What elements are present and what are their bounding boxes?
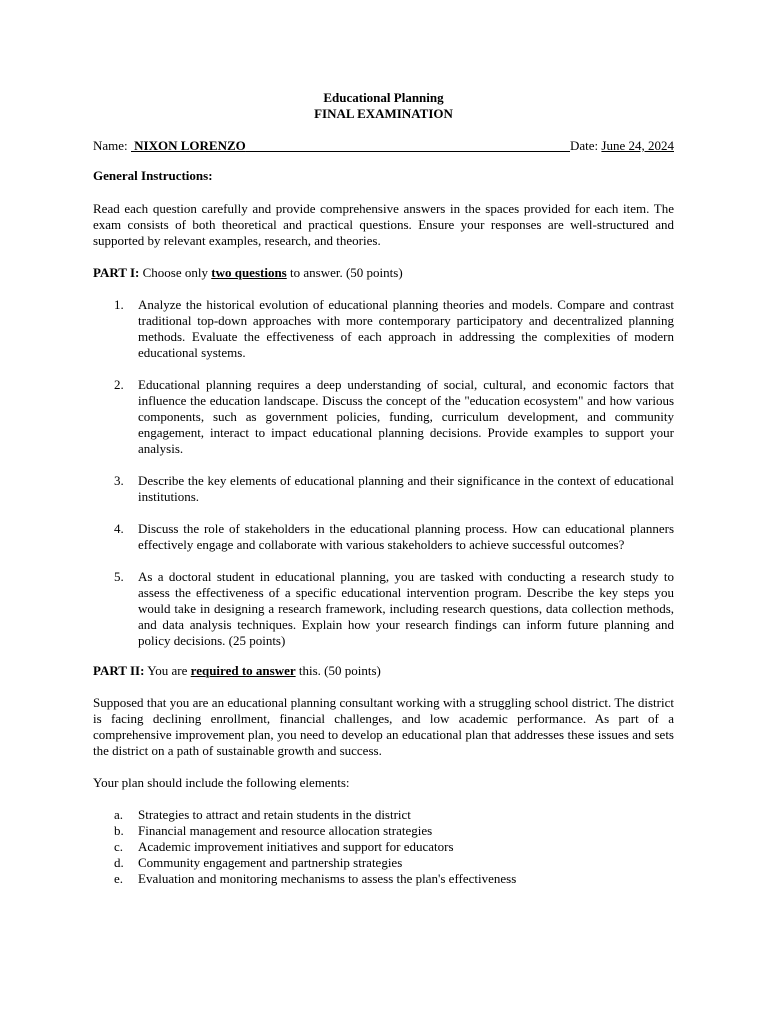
- question-number: 1.: [114, 297, 124, 312]
- question-text: As a doctoral student in educational planning, you are tasked with conducting a research study to assess the effectiveness of a specific educational intervention program. Describe the key steps you would take in designing a research framework, including research questions, data collection methods, and data analysis techniques. Explain how your research findings can inform future planning and policy decisions. (25 points): [138, 569, 674, 648]
- part2-pre: You are: [144, 663, 191, 678]
- element-letter: b.: [114, 823, 124, 838]
- question-number: 2.: [114, 377, 124, 392]
- question-item: [93, 473, 674, 505]
- list-item: [93, 839, 674, 855]
- question-number: 4.: [114, 521, 124, 536]
- list-item: [93, 823, 674, 839]
- part2-emphasis: required to answer: [190, 663, 296, 678]
- name-date-row: [93, 138, 674, 154]
- question-number: 5.: [114, 569, 124, 584]
- element-text: Community engagement and partnership strategies: [138, 855, 403, 870]
- question-text: Discuss the role of stakeholders in the educational planning process. How can educational planners effectively engage and collaborate with various stakeholders to achieve successful outcomes?: [138, 521, 674, 552]
- question-item: [93, 569, 674, 649]
- part2-scenario: Supposed that you are an educational planning consultant working with a struggling school district. The district is facing declining enrollment, financial challenges, and low academic performance. As part of a comprehensive improvement plan, you need to develop an educational plan that addresses these issues and sets the district on a path of sustainable growth and success.: [93, 695, 674, 758]
- part1-question-list: [93, 297, 674, 649]
- student-name: NIXON LORENZO: [130, 138, 246, 153]
- question-text: Describe the key elements of educational planning and their significance in the context of educational institutions.: [138, 473, 674, 504]
- part2-element-list: [93, 807, 674, 887]
- element-letter: a.: [114, 807, 124, 822]
- question-item: [93, 521, 674, 553]
- instructions-body: Read each question carefully and provide comprehensive answers in the spaces provided for each item. The exam consists of both theoretical and practical questions. Ensure your responses are well-structured and supported by relevant examples, research, and theories.: [93, 201, 674, 248]
- part2-elements-intro: Your plan should include the following elements:: [93, 775, 350, 790]
- question-item: [93, 297, 674, 361]
- list-item: [93, 855, 674, 871]
- part1-pre: Choose only: [139, 265, 212, 280]
- question-number: 3.: [114, 473, 124, 488]
- element-text: Evaluation and monitoring mechanisms to assess the plan's effectiveness: [138, 871, 517, 886]
- document-title-block: [93, 90, 674, 122]
- course-title: Educational Planning: [323, 90, 444, 105]
- part2-header: [93, 663, 674, 679]
- part1-header: [93, 265, 674, 281]
- name-label: Name:: [93, 138, 131, 153]
- name-underline-fill: [246, 138, 570, 153]
- part1-label: PART I:: [93, 265, 140, 280]
- date-label: Date:: [570, 138, 602, 153]
- element-text: Financial management and resource allocation strategies: [138, 823, 433, 838]
- part2-post: this. (50 points): [295, 663, 381, 678]
- question-text: Educational planning requires a deep understanding of social, cultural, and economic factors that influence the education landscape. Discuss the concept of the "education ecosystem" and how various components, such as government policies, funding, curriculum development, and community engagement, interact to impact educational planning decisions. Provide examples to support your analysis.: [138, 377, 674, 456]
- element-letter: d.: [114, 855, 124, 870]
- list-item: [93, 871, 674, 887]
- element-letter: c.: [114, 839, 124, 854]
- exam-date: June 24, 2024: [601, 138, 674, 153]
- element-letter: e.: [114, 871, 124, 886]
- element-text: Strategies to attract and retain students in the district: [138, 807, 411, 822]
- name-field[interactable]: [131, 138, 570, 154]
- part1-post: to answer. (50 points): [286, 265, 403, 280]
- part2-label: PART II:: [93, 663, 145, 678]
- exam-title: FINAL EXAMINATION: [314, 106, 453, 121]
- list-item: [93, 807, 674, 823]
- instructions-heading: General Instructions:: [93, 168, 213, 183]
- question-text: Analyze the historical evolution of educational planning theories and models. Compare and contrast traditional top-down approaches with more contemporary participatory and decentralized planning methods. Evaluate the effectiveness of each approach in addressing the complexities of modern educational systems.: [138, 297, 674, 360]
- question-item: [93, 377, 674, 457]
- part1-emphasis: two questions: [211, 265, 287, 280]
- element-text: Academic improvement initiatives and support for educators: [138, 839, 454, 854]
